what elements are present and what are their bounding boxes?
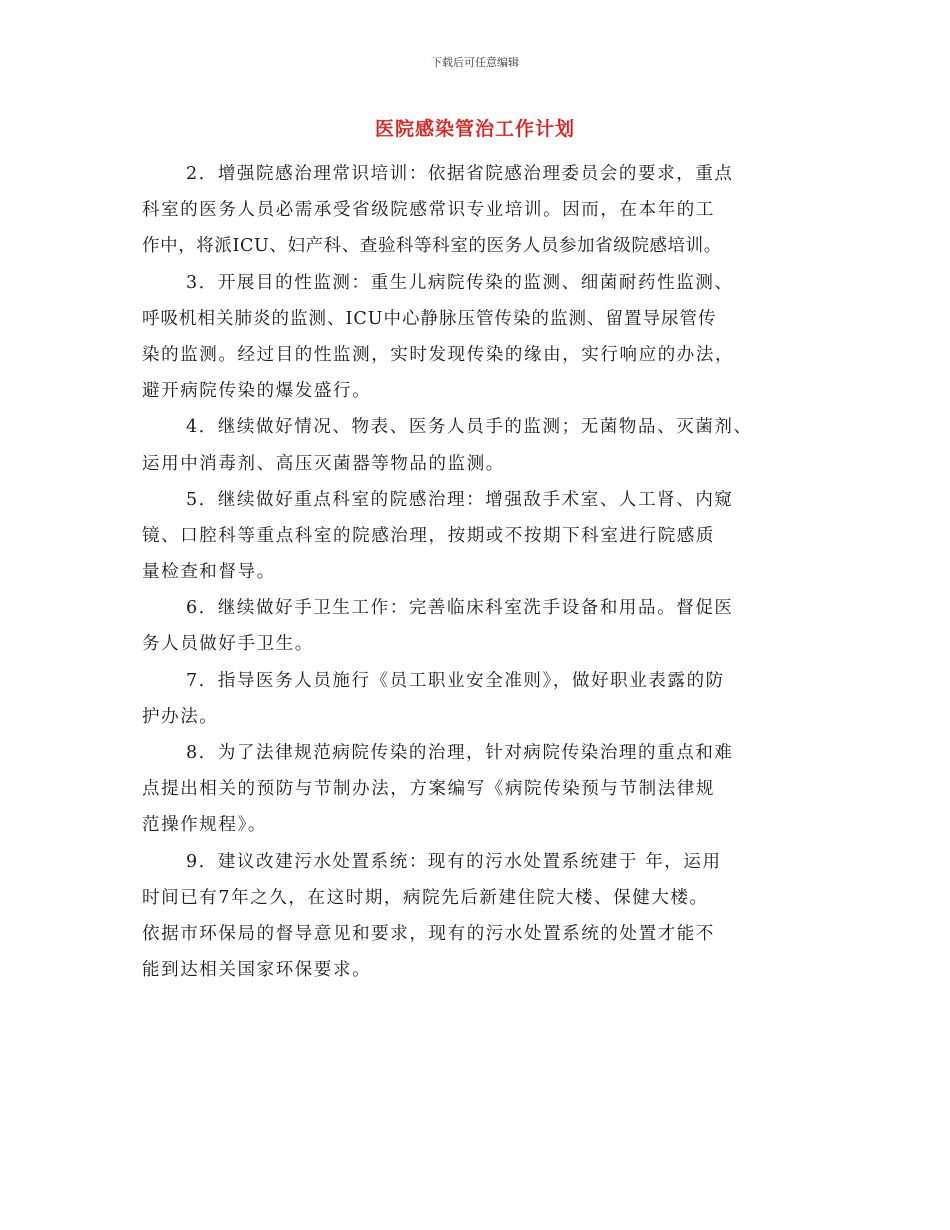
paragraph-8-line-3: 范操作规程》。 xyxy=(142,815,267,836)
paragraph-5-line-2: 镜、口腔科等重点科室的院感治理，按期或不按期下科室进行院感质 xyxy=(142,525,715,546)
paragraph-3-line-3: 染的监测。经过目的性监测，实时发现传染的缘由，实行响应的办法， xyxy=(142,344,735,365)
paragraph-4-line-2: 运用中消毒剂、高压灭菌器等物品的监测。 xyxy=(142,453,505,474)
paragraph-7-line-2: 护办法。 xyxy=(142,706,219,727)
paragraph-9-line-2: 时间已有7年之久，在这时期，病院先后新建住院大楼、保健大楼。 xyxy=(142,887,709,908)
paragraph-9-line-1: 9．建议改建污水处置系统：现有的污水处置系统建于 年，运用 xyxy=(186,851,722,872)
document-title: 医院感染管治工作计划 xyxy=(374,118,575,140)
paragraph-2-line-3: 作中，将派ICU、妇产科、查验科等科室的医务人员参加省级院感培训。 xyxy=(142,236,722,257)
paragraph-8-line-2: 点提出相关的预防与节制办法，方案编写《病院传染预与节制法律规 xyxy=(142,779,715,800)
paragraph-4-line-1: 4．继续做好情况、物表、医务人员手的监测；无菌物品、灭菌剂、 xyxy=(186,417,753,438)
paragraph-3-line-1: 3．开展目的性监测：重生儿病院传染的监测、细菌耐药性监测、 xyxy=(186,272,734,293)
paragraph-2-line-2: 科室的医务人员必需承受省级院感常识专业培训。因而，在本年的工 xyxy=(142,200,715,221)
paragraph-5-line-1: 5．继续做好重点科室的院感治理：增强敌手术室、人工肾、内窥 xyxy=(186,489,734,510)
header-note: 下载后可任意编辑 xyxy=(431,56,519,69)
document-body xyxy=(142,156,832,988)
paragraph-2-line-1: 2．增强院感治理常识培训：依据省院感治理委员会的要求，重点 xyxy=(186,164,734,184)
paragraph-8-line-1: 8．为了法律规范病院传染的治理，针对病院传染治理的重点和难 xyxy=(186,743,734,763)
paragraph-9-line-3: 依据市环保局的督导意见和要求，现有的污水处置系统的处置才能不 xyxy=(142,923,715,944)
paragraph-9-line-4: 能到达相关国家环保要求。 xyxy=(142,960,372,981)
paragraph-5-line-3: 量检查和督导。 xyxy=(142,562,276,583)
paragraph-3-line-2: 呼吸机相关肺炎的监测、ICU中心静脉压管传染的监测、留置导尿管传 xyxy=(142,308,717,329)
paragraph-3-line-4: 避开病院传染的爆发盛行。 xyxy=(142,381,372,402)
paragraph-7-line-1: 7．指导医务人员施行《员工职业安全准则》，做好职业表露的防 xyxy=(186,670,725,691)
paragraph-6-line-1: 6．继续做好手卫生工作：完善临床科室洗手设备和用品。督促医 xyxy=(186,598,734,619)
paragraph-6-line-2: 务人员做好手卫生。 xyxy=(142,634,314,655)
